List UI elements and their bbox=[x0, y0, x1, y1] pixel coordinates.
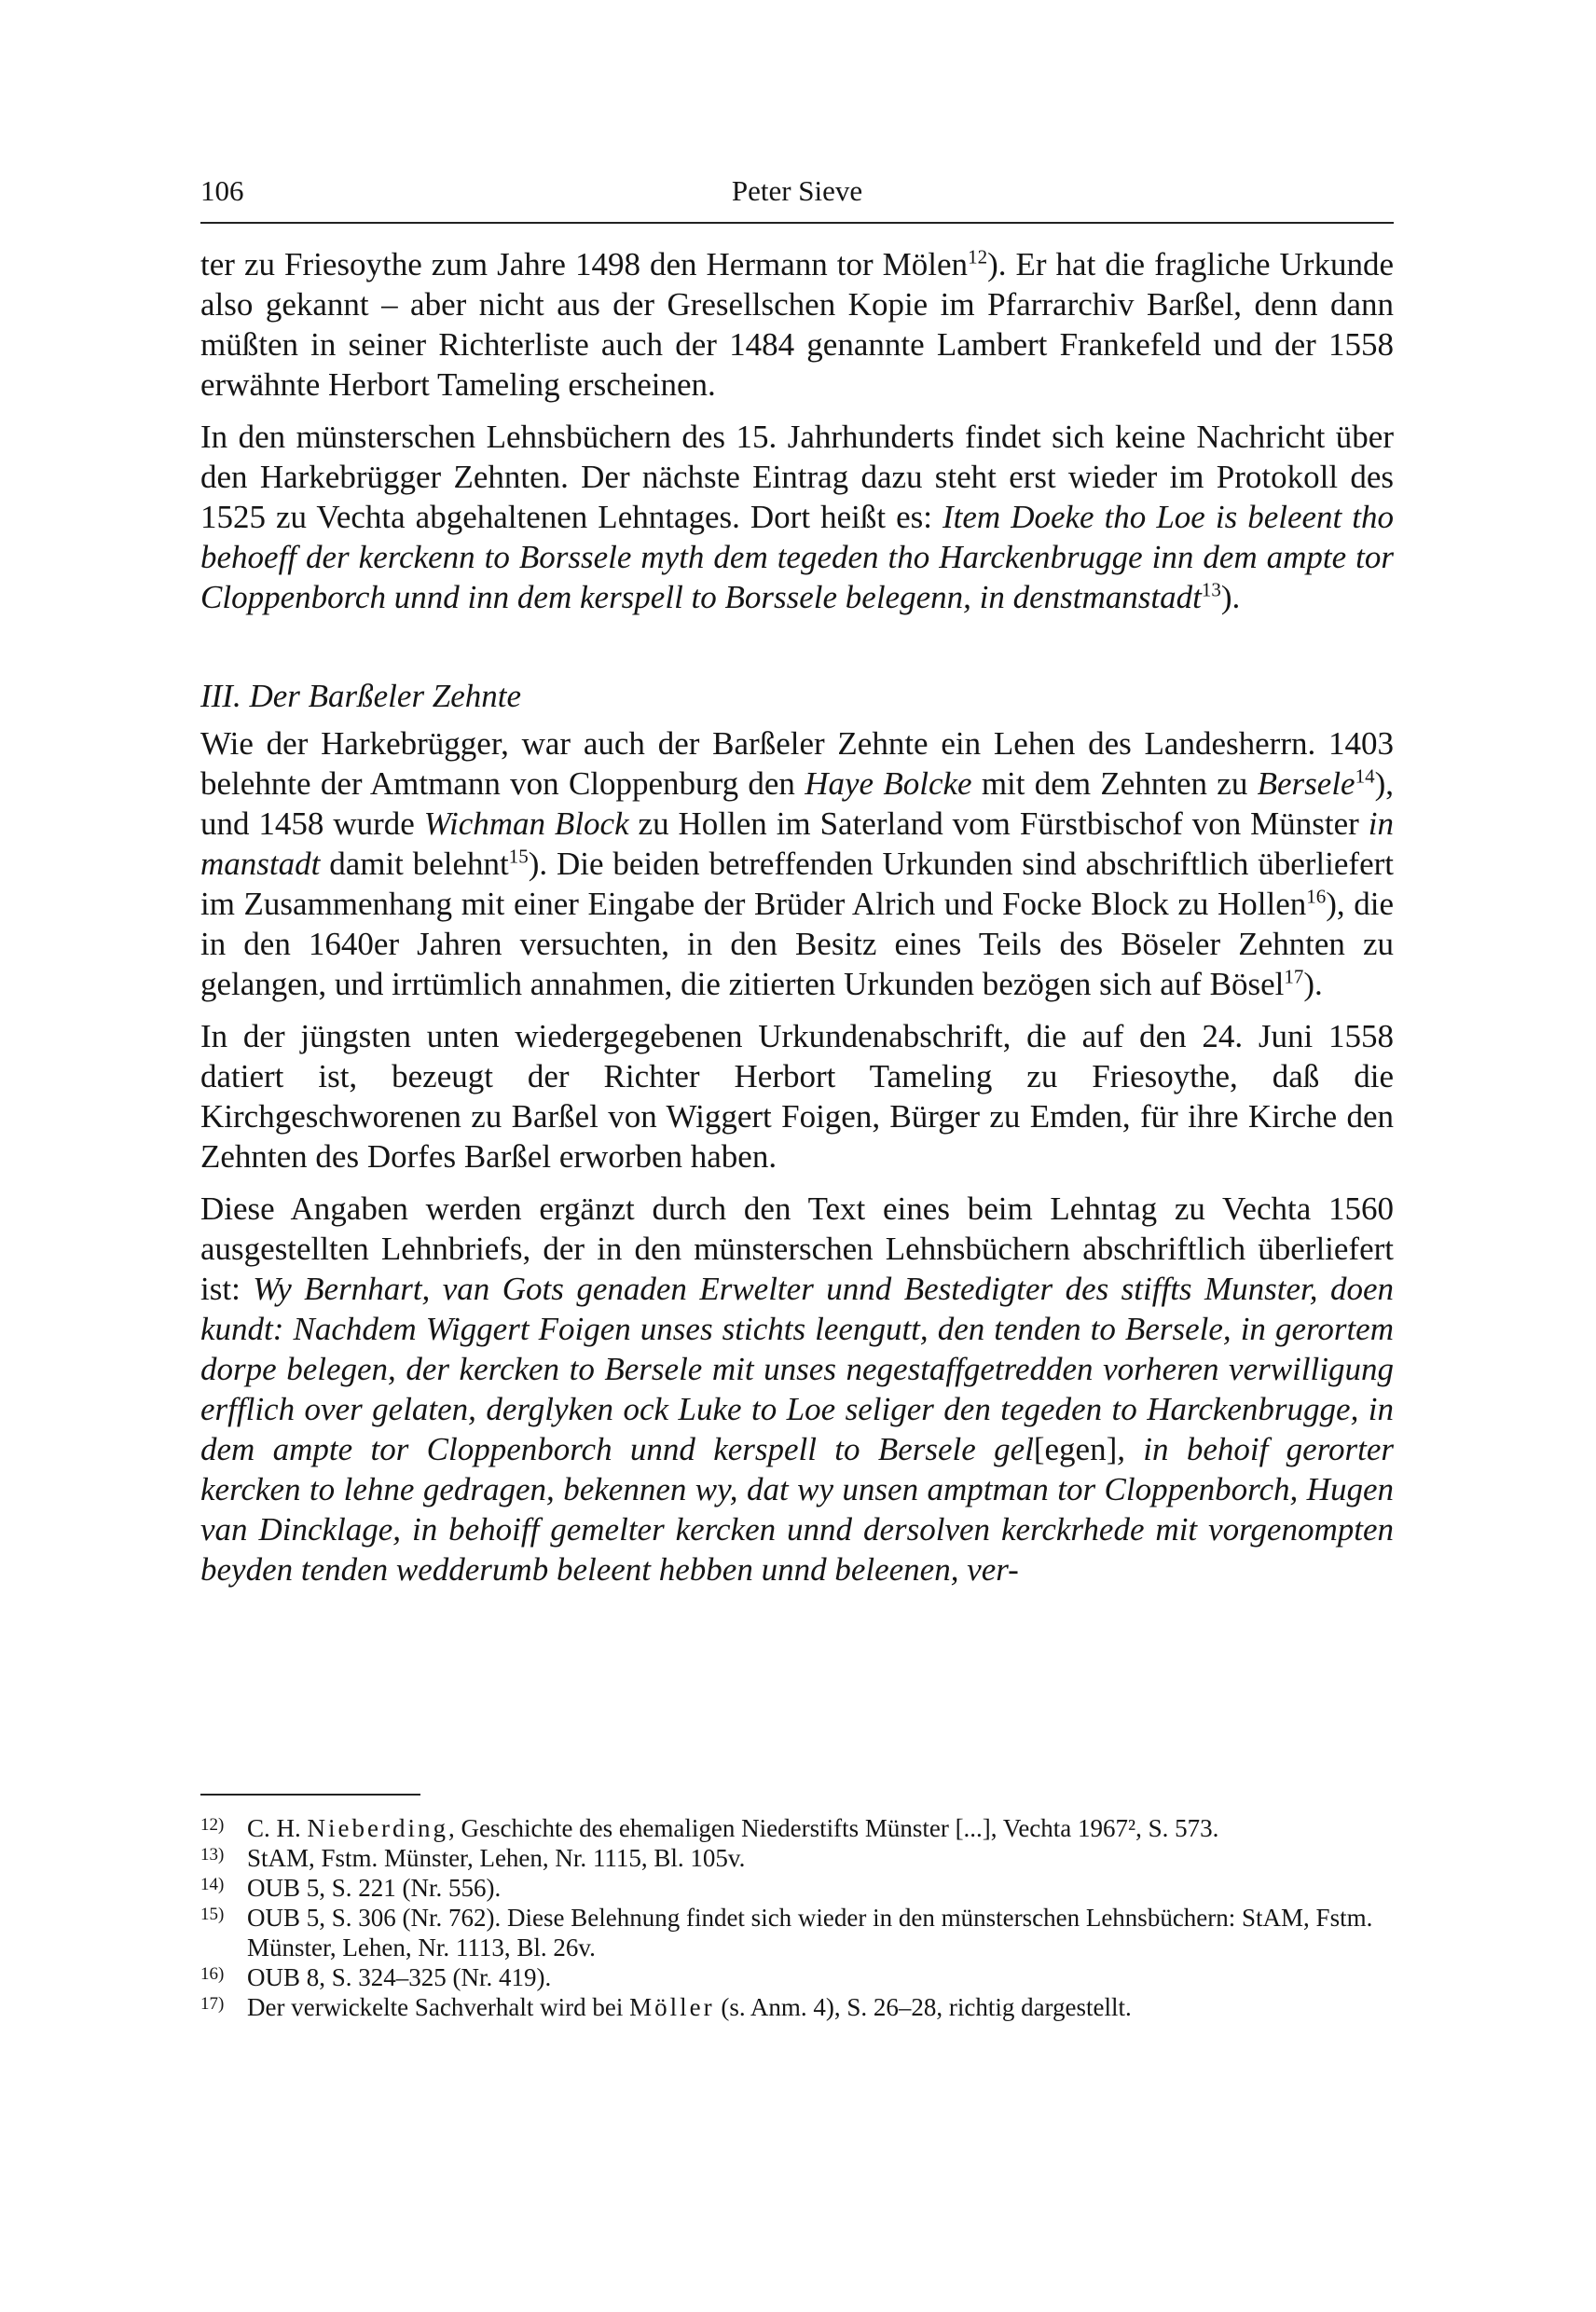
text-run: Diese Angaben werden ergänzt durch den Text eines beim Lehntag zu Vechta 1560 ausgestellten Lehnbriefs, der in den münsterschen Lehnsbüchern abschriftlich überliefert ist: bbox=[200, 1190, 1394, 1307]
footnote-mark: 12) bbox=[200, 1815, 225, 1835]
footnote-mark: 17) bbox=[200, 1994, 225, 2014]
text-run: ). Die beiden betreffenden Urkunden sind abschriftlich überliefert im Zusammenhang mit einer Eingabe der Brüder Alrich und Focke Block zu Hollen bbox=[200, 846, 1394, 922]
page-number: 106 bbox=[200, 174, 244, 207]
footnote-ref-13: 13 bbox=[1201, 578, 1221, 601]
footnote-15 bbox=[200, 1903, 1394, 1962]
footnote-ref-17: 17 bbox=[1284, 965, 1304, 988]
footnote-ref-15: 15 bbox=[508, 845, 529, 868]
italic-name: Wichman Block bbox=[423, 805, 629, 842]
quoted-source: Wy Bernhart, van Gots genaden Erwelter unnd Bestedigter des stiffts Munster, doen kundt: Nachdem Wiggert Foigen unses stichts leengutt, den tenden to Bersele, in gerortem dorpe belegen, der kercken to Bersele mit unses negestaffgetredden vorheren verwilligung erfflich over gelaten, derglyken ock Luke to Loe seliger den tegeden to Harckenbrugge, in dem ampte tor Cloppenborch unnd kerspell to Bersele gel bbox=[200, 1271, 1394, 1467]
footnote-ref-12: 12 bbox=[968, 245, 988, 268]
footnote-text: Der verwickelte Sachverhalt wird bei bbox=[247, 1993, 630, 2021]
running-title: Peter Sieve bbox=[731, 174, 863, 207]
footnote-14 bbox=[200, 1873, 1394, 1903]
paragraph-5 bbox=[200, 1189, 1394, 1590]
footnote-12 bbox=[200, 1813, 1394, 1843]
main-text bbox=[200, 244, 1394, 1590]
footnote-mark: 14) bbox=[200, 1875, 225, 1894]
footnote-text: (s. Anm. 4), S. 26–28, richtig dargestellt. bbox=[714, 1993, 1132, 2021]
footnote-text: C. H. bbox=[247, 1814, 308, 1842]
footnotes bbox=[200, 1813, 1394, 2022]
footnote-mark: 15) bbox=[200, 1905, 225, 1924]
text-run: ). Er hat die fragliche Urkunde also gekannt – aber nicht aus der Gresellschen Kopie im Pfarrarchiv Barßel, denn dann müßten in seiner Richterliste auch der 1484 genannte Lambert Frankefeld und der 1558 erwähnte Herbort Tameling erscheinen. bbox=[200, 246, 1394, 403]
footnote-13 bbox=[200, 1843, 1394, 1873]
footnote-text: StAM, Fstm. Münster, Lehen, Nr. 1115, Bl. 105v. bbox=[247, 1844, 746, 1872]
paragraph-3 bbox=[200, 723, 1394, 1004]
footnote-text: OUB 5, S. 221 (Nr. 556). bbox=[247, 1874, 502, 1902]
italic-name: Bersele bbox=[1257, 765, 1355, 802]
editorial-insertion: [egen] bbox=[1033, 1431, 1118, 1467]
footnote-mark: 13) bbox=[200, 1845, 225, 1865]
paragraph-2 bbox=[200, 417, 1394, 617]
footnote-divider bbox=[200, 1794, 420, 1796]
text-run: mit dem Zehnten zu bbox=[971, 765, 1258, 802]
footnote-ref-16: 16 bbox=[1306, 885, 1327, 908]
header-divider bbox=[200, 222, 1394, 224]
quoted-source: Item Doeke tho Loe is beleent tho behoeff der kerckenn to Borssele myth dem tegeden tho Harckenbrugge inn dem ampte tor Cloppenborch unnd inn dem kerspell to Borssele belegenn, in denstmanstadt bbox=[200, 499, 1394, 615]
text-run: ), und 1458 wurde bbox=[200, 765, 1394, 842]
text-run: Wie der Harkebrügger, war auch der Barßeler Zehnte ein Lehen des Landesherrn. 1403 belehnte der Amtmann von Cloppenburg den bbox=[200, 725, 1394, 802]
text-run: damit belehnt bbox=[320, 846, 509, 882]
text-run: In den münsterschen Lehnsbüchern des 15. Jahrhunderts findet sich keine Nachricht über den Harkebrügger Zehnten. Der nächste Eintrag dazu steht erst wieder im Protokoll des 1525 zu Vechta abgehaltenen Lehntages. Dort heißt es: bbox=[200, 419, 1394, 535]
italic-name: Haye Bolcke bbox=[805, 765, 972, 802]
page-header bbox=[200, 171, 1394, 212]
footnote-text: , Geschichte des ehemaligen Niederstifts Münster [...], Vechta 1967², S. 573. bbox=[447, 1814, 1219, 1842]
paragraph-4: In der jüngsten unten wiedergegebenen Urkundenabschrift, die auf den 24. Juni 1558 datiert ist, bezeugt der Richter Herbort Tameling zu Friesoythe, daß die Kirchgeschworenen zu Barßel von Wiggert Foigen, Bürger zu Emden, für ihre Kirche den Zehnten des Dorfes Barßel erworben haben. bbox=[200, 1018, 1394, 1175]
quoted-source: , in behoif gerorter kercken to lehne gedragen, bekennen wy, dat wy unsen amptman tor Cloppenborch, Hugen van Dincklage, in behoiff gemelter kercken unnd dersolven kerckrhede mit vorgenompten beyden tenden wedderumb beleent hebben unnd beleenen, ver- bbox=[200, 1431, 1394, 1588]
footnote-mark: 16) bbox=[200, 1964, 225, 1984]
text-run: ), die in den 1640er Jahren versuchten, in den Besitz eines Teils des Böseler Zehnten zu gelangen, und irrtümlich annahmen, die zitierten Urkunden bezögen sich auf Bösel bbox=[200, 886, 1394, 1002]
footnote-author: Nieberding bbox=[307, 1814, 448, 1842]
text-run: zu Hollen im Saterland vom Fürstbischof von Münster bbox=[628, 805, 1369, 842]
footnote-17 bbox=[200, 1992, 1394, 2022]
section-heading: III. Der Barßeler Zehnte bbox=[200, 678, 522, 714]
footnote-text: OUB 8, S. 324–325 (Nr. 419). bbox=[247, 1963, 552, 1991]
footnote-author: Möller bbox=[629, 1993, 715, 2021]
footnote-16 bbox=[200, 1962, 1394, 1992]
italic-phrase: in manstadt bbox=[200, 805, 1395, 882]
footnote-ref-14: 14 bbox=[1355, 764, 1375, 788]
text-run: ). bbox=[1303, 966, 1323, 1002]
text-run: ter zu Friesoythe zum Jahre 1498 den Hermann tor Mölen bbox=[200, 246, 969, 282]
paragraph-1 bbox=[200, 244, 1394, 405]
text-run: ). bbox=[1220, 579, 1241, 615]
footnote-text: OUB 5, S. 306 (Nr. 762). Diese Belehnung findet sich wieder in den münsterschen Lehnsbüchern: StAM, Fstm. Münster, Lehen, Nr. 1113, Bl. 26v. bbox=[247, 1904, 1373, 1961]
